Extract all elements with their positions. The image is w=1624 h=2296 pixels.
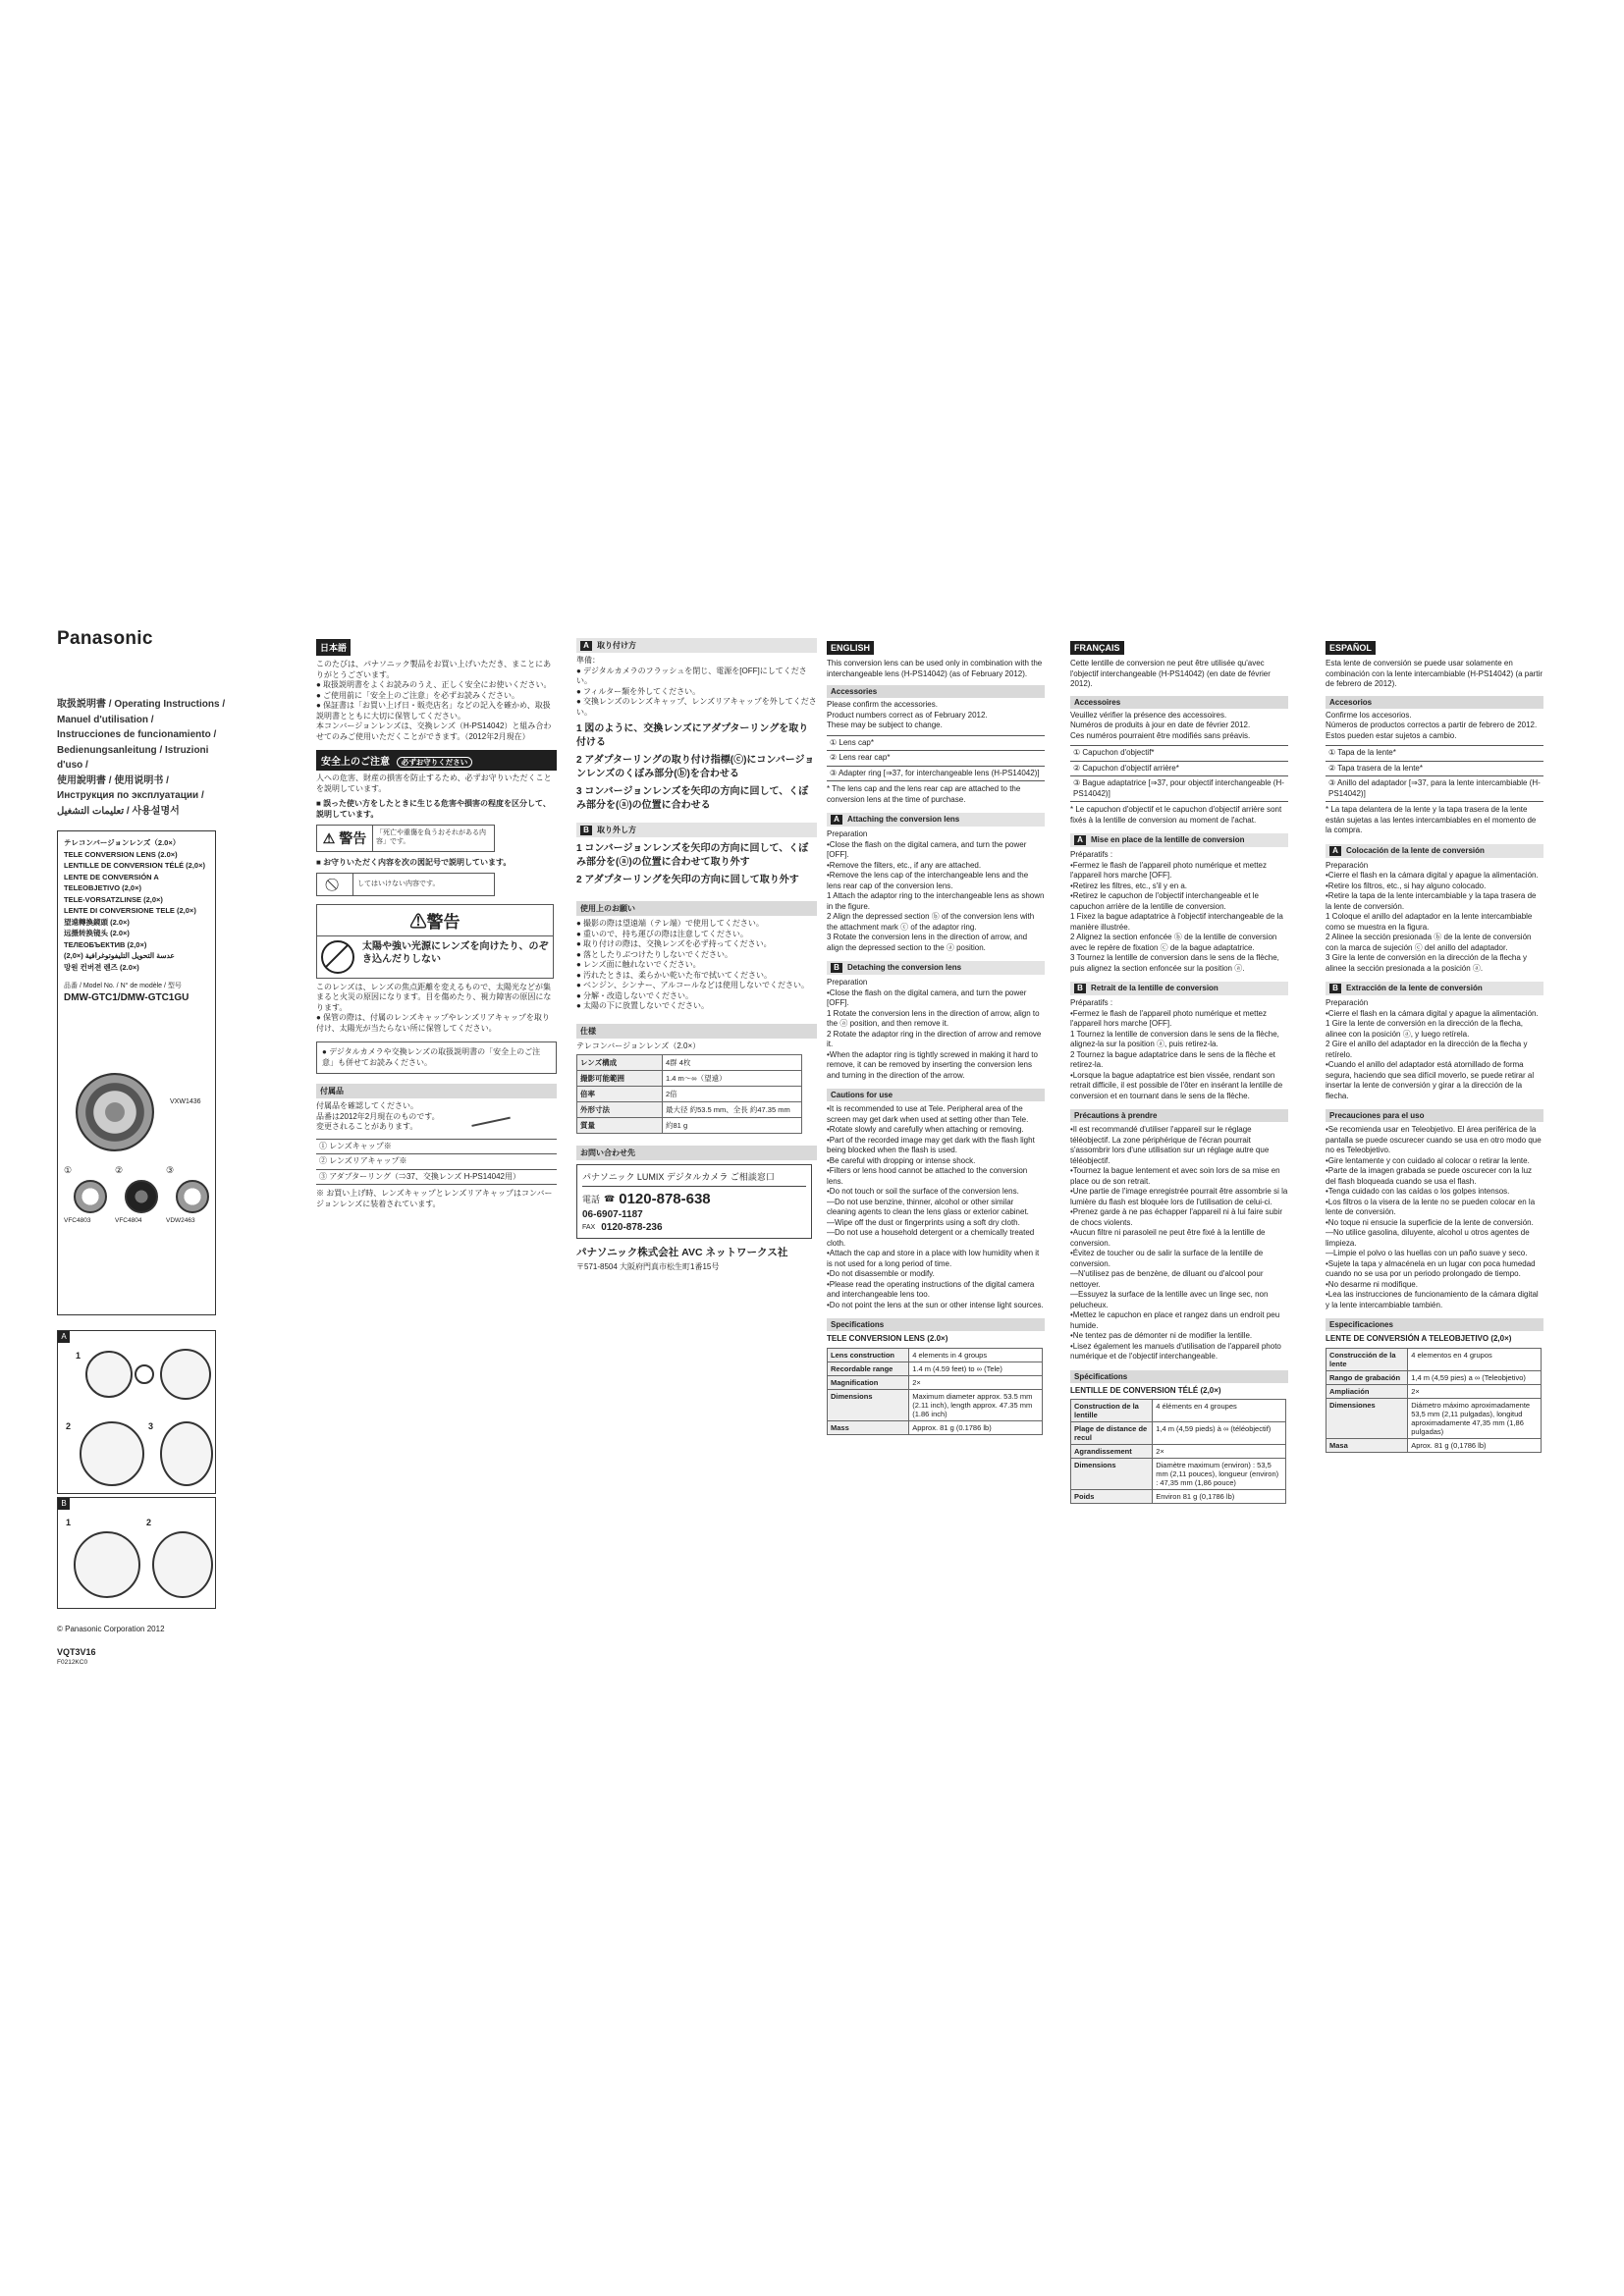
- spec-value: Diámetro máximo aproximadamente 53,5 mm (2,11 pulgadas), longitud aproximadamente 47,35 mm (1,86 pulgadas): [1408, 1398, 1542, 1438]
- spec-value: 1,4 m (4,59 pies) a ∞ (Teleobjetivo): [1408, 1370, 1542, 1384]
- warning-triangle-icon: ⚠: [322, 829, 336, 846]
- en-accessory-list: [827, 735, 1045, 782]
- figure-a-step-3: 3: [148, 1421, 154, 1431]
- spec-row: [1071, 1400, 1286, 1422]
- spec-label: 倍率: [577, 1087, 663, 1102]
- jp-attach-steps: [576, 722, 817, 813]
- product-name-line: ТЕЛЕОБЪЕКТИВ (2,0×): [64, 939, 147, 949]
- fr-caution-text: •Il est recommandé d'utiliser l'appareil sur le réglage téléobjectif. La zone périphérique de l'écran pourrait s'assombrir lors d'une utilisation sur un réglage autre que téléobjectif. •Tournez la bague lentement et avec soin lors de sa mise en place ou de son retrait. •Une partie de l'image enregistrée pourrait être assombrie si la lumière du flash est bloquée lors de l'utilisation de celui-ci. •Prenez garde à ne pas échapper l'appareil ni à lui faire subir de chocs violents. •Aucun filtre ni parasoleil ne peut être fixé à la lentille de conversion. •Évitez de toucher ou de salir la surface de la lentille de conversion. —N'utilisez pas de benzène, de diluant ou d'alcool pour nettoyer. —Essuyez la surface de la lentille avec un linge sec, non pelucheux. •Mettez le capuchon en place et rangez dans un endroit peu humide. •Ne tentez pas de démonter ni de modifier la lentille. •Lisez également les manuels d'utilisation de l'appareil photo numérique et de l'objectif interchangeable.: [1070, 1125, 1288, 1361]
- figure-b: [57, 1497, 216, 1609]
- spec-row: [828, 1348, 1043, 1362]
- french-column: [1070, 638, 1288, 1504]
- figure-a-label: A: [58, 1331, 70, 1343]
- accessory-icon: [74, 1180, 107, 1213]
- spec-value: 4群 4枚: [663, 1055, 802, 1071]
- figure-b-step-2: 2: [146, 1518, 152, 1527]
- lens-illustration: [85, 1351, 133, 1398]
- spec-row: [828, 1420, 1043, 1434]
- spec-row: [1326, 1384, 1542, 1398]
- product-box: [57, 830, 216, 1315]
- fr-accessory-list: [1070, 745, 1288, 802]
- spec-row: [577, 1055, 802, 1071]
- es-detach-text: Preparación •Cierre el flash en la cámara digital y apague la alimentación. 1 Gire la lente de conversión en la dirección de la flecha, alinee con la posición ⓐ, y luego retírela. 2 Gire el anillo del adaptador en la dirección de la flecha y retírelo. •Cuando el anillo del adaptador está atornillado de forma segura, haciendo que sea difícil moverlo, se puede retirar al insertar la lente de conversión y girar a la dirección de la flecha.: [1326, 998, 1539, 1100]
- spec-value: 1.4 m (4.59 feet) to ∞ (Tele): [909, 1362, 1043, 1375]
- jp-detach-steps: [576, 842, 817, 887]
- product-name-line: LENTILLE DE CONVERSION TÉLÉ (2,0×): [64, 861, 205, 870]
- spanish-header: ESPAÑOL: [1326, 641, 1376, 655]
- accessory-thumb-code: VDW2463: [166, 1217, 195, 1224]
- figure-a: [57, 1330, 216, 1494]
- spec-value: Approx. 81 g (0.1786 lb): [909, 1420, 1043, 1434]
- accessory-thumb-number: ②: [115, 1165, 124, 1175]
- phone-free-row: [582, 1191, 806, 1207]
- jp-detach-title-text: 取り外し方: [597, 826, 636, 834]
- accessory-item: ③ Anillo del adaptador [⇒37, para la lente intercambiable (H-PS14042)]: [1326, 776, 1543, 802]
- spec-value: 2×: [909, 1375, 1043, 1389]
- accessory-item: ③ アダプターリング（⇒37、交換レンズ H-PS14042用）: [316, 1170, 557, 1186]
- ring-illustration: [135, 1364, 154, 1384]
- fr-detach-title-text: Retrait de la lentille de conversion: [1091, 984, 1218, 992]
- spec-row: [828, 1362, 1043, 1375]
- jp-spec-product: テレコンバージョンレンズ（2.0×）: [576, 1041, 701, 1050]
- en-spec-product: TELE CONVERSION LENS (2.0×): [827, 1334, 948, 1343]
- phone-free-number: 0120-878-638: [619, 1191, 711, 1207]
- spec-label: Dimensions: [828, 1389, 909, 1420]
- lens-illustration: [160, 1421, 213, 1486]
- spec-value: 1,4 m (4,59 pieds) à ∞ (téléobjectif): [1153, 1422, 1286, 1445]
- en-intro: This conversion lens can be used only in combination with the interchangeable lens (H-PS14042) (as of February 2012).: [827, 659, 1043, 678]
- spec-label: Lens construction: [828, 1348, 909, 1362]
- accessory-item: ① Lens cap*: [827, 736, 1045, 752]
- safety-item-1: ■ 誤った使い方をしたときに生じる危害や損害の程度を区分して、説明しています。: [316, 799, 551, 819]
- product-name-line: 望遠轉換鏡頭 (2.0×): [64, 917, 130, 927]
- es-spec-product: LENTE DE CONVERSIÓN A TELEOBJETIVO (2,0×): [1326, 1334, 1512, 1343]
- spec-row: [1326, 1348, 1542, 1370]
- french-header: FRANÇAIS: [1070, 641, 1124, 655]
- spec-row: [1326, 1438, 1542, 1452]
- en-caution-text: •It is recommended to use at Tele. Peripheral area of the screen may get dark when used at setting other than Tele. •Rotate slowly and carefully when attaching or removing. •Part of the recorded image may get dark with the flash light being blocked when the flash is used. •Be careful with dropping or intense shock. •Filters or lens hood cannot be attached to the conversion lens. •Do not touch or soil the surface of the conversion lens. —Do not use benzine, thinner, alcohol or other similar cleaning agents to clean the lens glass or exterior cabinet. —Wipe off the dust or fingerprints using a soft dry cloth. —Do not use a household detergent or a chemically treated cloth. •Attach the cap and store in a place with low humidity when it is not used for a long period of time. •Do not disassemble or modify. •Please read the operating instructions of the digital camera and interchangeable lens too. •Do not point the lens at the sun or other intense light sources.: [827, 1104, 1044, 1309]
- phone-label: 電話: [582, 1195, 601, 1204]
- fr-intro: Cette lentille de conversion ne peut être utilisée qu'avec l'objectif interchangeable (H-PS14042) (en date de février 2012).: [1070, 659, 1271, 688]
- safety-title-bar: [316, 750, 557, 771]
- product-name-line: (2,0×) عدسة التحويل التليفوتوغرافية: [64, 951, 175, 960]
- jp-accessories-text: 付属品を確認してください。 品番は2012年2月現在のものです。 変更されることがあります。: [316, 1101, 440, 1131]
- fr-spec-title: Spécifications: [1070, 1370, 1288, 1383]
- spec-row: [1326, 1398, 1542, 1438]
- prohibit-legend: [316, 873, 495, 896]
- camera-safety-note: ● デジタルカメラや交換レンズの取扱説明書の「安全上のご注意」も併せてお読みください。: [316, 1041, 557, 1074]
- es-attach-text: Preparación •Cierre el flash en la cámara digital y apague la alimentación. •Retire los filtros, etc., si hay alguno colocado. •Retire la tapa de la lente intercambiable y la tapa trasera de la lente de conversión. 1 Coloque el anillo del adaptador en la lente intercambiable como se muestra en la figura. 2 Alinee la sección presionada ⓑ de la lente de conversión con la marca de sujeción ⓒ del anillo del adaptador. 3 Gire la lente de conversión en la dirección de la flecha y alinee la sección presionada a la posición ⓐ.: [1326, 860, 1539, 973]
- accessory-icon: [176, 1180, 209, 1213]
- accessory-item: ① Tapa de la lente*: [1326, 746, 1543, 762]
- figure-b-step-1: 1: [66, 1518, 72, 1527]
- prohibit-icon: [321, 940, 354, 974]
- en-acc-text: Please confirm the accessories. Product numbers correct as of February 2012. These may be subject to change.: [827, 700, 988, 729]
- fax-number: 0120-878-236: [601, 1222, 663, 1233]
- es-intro: Esta lente de conversión se puede usar solamente en combinación con la lente intercambiable (H-PS14042) (a partir de febrero de 2012).: [1326, 659, 1543, 688]
- jp-accessories-title: 付属品: [316, 1084, 557, 1098]
- product-name-line: LENTE DE CONVERSIÓN A TELEOBJETIVO (2,0×): [64, 872, 159, 892]
- step-item: 1 コンバージョンレンズを矢印の方向に回して、くぼみ部分を(ⓐ)の位置に合わせて取り外す: [576, 843, 809, 868]
- jp-caution-title: 使用上のお願い: [576, 901, 817, 916]
- en-detach-text: Preparation •Close the flash on the digital camera, and turn the power [OFF]. 1 Rotate the conversion lens in the direction of arrow, align to the ⓐ position, and then remove it. 2 Rotate the adaptor ring in the direction of arrow and remove it. •When the adaptor ring is tightly screwed in making it hard to remove, it can be removed by inserting the conversion lens and turning in the direction of the arrow.: [827, 978, 1042, 1080]
- spec-label: Dimensions: [1071, 1459, 1153, 1490]
- product-name-line: 망원 컨버젼 렌즈 (2.0×): [64, 962, 139, 972]
- product-name-list: [58, 831, 215, 973]
- lens-code: VXW1436: [170, 1098, 201, 1105]
- spec-value: 1.4 m〜∞（望遠）: [663, 1071, 802, 1087]
- jp-spec-title: 仕様: [576, 1024, 817, 1039]
- es-acc-title: Accesorios: [1326, 696, 1543, 709]
- warning-panel: [316, 904, 554, 979]
- safety-badge: 必ずお守りください: [397, 757, 473, 768]
- spec-label: Agrandissement: [1071, 1445, 1153, 1459]
- accessory-item: ① Capuchon d'objectif*: [1070, 746, 1288, 762]
- es-detach-title-text: Extracción de la lente de conversión: [1346, 984, 1483, 992]
- safety-item-1-text: 誤った使い方をしたときに生じる危害や損害の程度を区分して、説明しています。: [316, 799, 551, 819]
- en-spec-title: Specifications: [827, 1318, 1045, 1331]
- accessory-item: ③ Bague adaptatrice [⇒37, pour objectif interchangeable (H-PS14042)]: [1070, 776, 1288, 802]
- cover-title-line: Bedienungsanleitung / Istruzioni d'uso /: [57, 744, 209, 771]
- english-column: [827, 638, 1045, 1435]
- accessory-thumb-code: VFC4804: [115, 1217, 142, 1224]
- jp-attach-prep: 準備： ● デジタルカメラのフラッシュを閉じ、電源を[OFF]にしてください。 ● フィルター類を外してください。 ● 交換レンズのレンズキャップ、レンズリアキャップを外してください。: [576, 656, 817, 717]
- sun-warning-detail: このレンズは、レンズの焦点距離を変えるもので、太陽光などが集まると火災の原因になります。目を傷めたり、視力障害の原因になります。 ● 保管の際は、付属のレンズキャップやレンズリアキャップを取り付け、太陽光が当たらない所に保管してください。: [316, 982, 552, 1033]
- accessory-item: ② Tapa trasera de la lente*: [1326, 762, 1543, 777]
- spec-row: [577, 1102, 802, 1118]
- safety-intro: 人への危害、財産の損害を防止するため、必ずお守りいただくことを説明しています。: [316, 774, 552, 793]
- en-detach-title-text: Detaching the conversion lens: [847, 963, 962, 972]
- spec-label: Masa: [1326, 1438, 1408, 1452]
- accessory-icon: [125, 1180, 158, 1213]
- spec-row: [1071, 1490, 1286, 1504]
- spec-row: [1326, 1370, 1542, 1384]
- cover-title-line: Instrucciones de funcionamiento /: [57, 729, 217, 740]
- spec-label: Rango de grabación: [1326, 1370, 1408, 1384]
- spec-value: 最大径 約53.5 mm、全長 約47.35 mm: [663, 1102, 802, 1118]
- spec-value: Aprox. 81 g (0,1786 lb): [1408, 1438, 1542, 1452]
- panasonic-logo: Panasonic: [57, 628, 153, 649]
- spec-label: Ampliación: [1326, 1384, 1408, 1398]
- spec-label: Recordable range: [828, 1362, 909, 1375]
- jp-attach-title: A 取り付け方: [576, 638, 817, 653]
- es-spec-title: Especificaciones: [1326, 1318, 1543, 1331]
- fax-label: FAX: [582, 1224, 596, 1231]
- jp-detach-title: B 取り外し方: [576, 823, 817, 837]
- safety-item-2: ■ お守りいただく内容を次の図記号で説明しています。: [316, 858, 512, 867]
- fr-acc-text: Veuillez vérifier la présence des accessoires. Numéros de produits à jour en date de février 2012. Ces numéros pourraient être modifiés sans préavis.: [1070, 710, 1251, 740]
- company-address: 〒571-8504 大阪府門真市松生町1番15号: [576, 1262, 720, 1271]
- doc-subcode: F0212KC0: [57, 1659, 88, 1666]
- accessory-item: ① レンズキャップ※: [316, 1140, 557, 1155]
- japanese-column-1: [316, 638, 557, 1209]
- figure-a-step-1: 1: [76, 1351, 81, 1361]
- cover-title-line: تعليمات التشغيل / 사용설명서: [57, 805, 180, 817]
- spec-label: 外形寸法: [577, 1102, 663, 1118]
- cover-title-list: [57, 697, 234, 819]
- lens-illustration: [74, 1531, 140, 1598]
- product-name-line: LENTE DI CONVERSIONE TELE (2,0×): [64, 906, 196, 915]
- japanese-header: 日本語: [316, 639, 351, 656]
- spec-label: Construction de la lentille: [1071, 1400, 1153, 1422]
- accessory-thumb: [115, 1165, 162, 1224]
- freedial-icon: ☎: [604, 1194, 616, 1203]
- spec-value: 2×: [1408, 1384, 1542, 1398]
- es-acc-footnote: * La tapa delantera de la lente y la tapa trasera de la lente están sujetas a las lentes intercambiables en el momento de la compra.: [1326, 805, 1537, 834]
- jp-spec-table: [576, 1054, 802, 1134]
- figure-a-step-2: 2: [66, 1421, 72, 1431]
- spec-label: Construcción de la lente: [1326, 1348, 1408, 1370]
- fr-attach-title-text: Mise en place de la lentille de conversion: [1091, 835, 1245, 844]
- doc-code: VQT3V16: [57, 1647, 96, 1657]
- spec-label: 撮影可能範囲: [577, 1071, 663, 1087]
- conversion-lens-image: [76, 1073, 154, 1151]
- spec-row: [577, 1087, 802, 1102]
- cover-column: [57, 628, 234, 819]
- accessory-item: ② Capuchon d'objectif arrière*: [1070, 762, 1288, 777]
- accessory-item: ② レンズリアキャップ※: [316, 1154, 557, 1170]
- warning-legend-label: [317, 826, 373, 851]
- figure-b-label: B: [58, 1498, 70, 1510]
- en-attach-title-text: Attaching the conversion lens: [847, 815, 960, 824]
- accessory-thumb: [64, 1165, 111, 1224]
- lens-illustration: [80, 1421, 144, 1486]
- warning-legend: [316, 825, 495, 852]
- jp-accessories-row: [316, 1101, 557, 1133]
- es-attach-title: A Colocación de la lente de conversión: [1326, 844, 1543, 858]
- en-caution-title: Cautions for use: [827, 1089, 1045, 1101]
- model-number: DMW-GTC1/DMW-GTC1GU: [64, 992, 189, 1003]
- spec-row: [1071, 1422, 1286, 1445]
- spec-label: 質量: [577, 1118, 663, 1134]
- spec-label: Magnification: [828, 1375, 909, 1389]
- product-name-line: テレコンバージョンレンズ（2.0×）: [64, 838, 181, 847]
- en-attach-text: Preparation •Close the flash on the digital camera, and turn the power [OFF]. •Remove the filters, etc., if any are attached. •Remove the lens cap of the interchangeable lens and the lens rear cap of the conversion lens. 1 Attach the adaptor ring to the interchangeable lens as shown in the figure. 2 Align the depressed section ⓑ of the conversion lens with the attachment mark ⓒ of the adaptor ring. 3 Rotate the conversion lens in the direction of arrow, and align the depressed section to the ⓐ position.: [827, 829, 1045, 952]
- es-detach-title: B Extracción de la lente de conversión: [1326, 982, 1543, 995]
- en-acc-footnote: * The lens cap and the lens rear cap are attached to the conversion lens at the time of purchase.: [827, 784, 1021, 804]
- es-spec-table: [1326, 1348, 1542, 1453]
- spec-label: Poids: [1071, 1490, 1153, 1504]
- jp-attach-title-text: 取り付け方: [597, 641, 636, 650]
- spec-label: Dimensiones: [1326, 1398, 1408, 1438]
- en-acc-title: Accessories: [827, 685, 1045, 698]
- spec-label: Plage de distance de recul: [1071, 1422, 1153, 1445]
- cover-title-line: Инструкция по эксплуатации /: [57, 790, 204, 801]
- fr-spec-product: LENTILLE DE CONVERSION TÉLÉ (2,0×): [1070, 1385, 1221, 1395]
- spec-row: [1071, 1459, 1286, 1490]
- spec-row: [828, 1389, 1043, 1420]
- warning-label: 警告: [339, 830, 367, 846]
- es-caution-title: Precauciones para el uso: [1326, 1109, 1543, 1122]
- spec-value: 4 éléments en 4 groupes: [1153, 1400, 1286, 1422]
- cover-title-line: Manuel d'utilisation /: [57, 714, 154, 725]
- accessory-item: ③ Adapter ring [⇒37, for interchangeable lens (H-PS14042)]: [827, 767, 1045, 782]
- spec-value: 4 elementos en 4 grupos: [1408, 1348, 1542, 1370]
- safety-item-2-text: お守りいただく内容を次の図記号で説明しています。: [323, 858, 512, 867]
- spec-label: Mass: [828, 1420, 909, 1434]
- contact-center: パナソニック LUMIX デジタルカメラ ご相談窓口: [582, 1170, 806, 1187]
- fax-row: [582, 1222, 806, 1233]
- spec-value: 2倍: [663, 1087, 802, 1102]
- prohibit-desc: してはいけない内容です。: [357, 880, 440, 887]
- es-attach-title-text: Colocación de la lente de conversión: [1346, 845, 1485, 855]
- spec-value: Diamètre maximum (environ) : 53,5 mm (2,11 pouces), longueur (environ) : 47,35 mm (1,86 pouce): [1153, 1459, 1286, 1490]
- model-label: 品番 / Model No. / N° de modèle / 型号: [64, 983, 182, 989]
- accessory-thumb: [166, 1165, 213, 1224]
- fr-detach-title: B Retrait de la lentille de conversion: [1070, 982, 1288, 995]
- step-item: 1 図のように、交換レンズにアダプターリングを取り付ける: [576, 723, 809, 748]
- camera-safety-note-text: デジタルカメラや交換レンズの取扱説明書の「安全上のご注意」も併せてお読みください。: [322, 1047, 541, 1067]
- es-acc-text: Confirme los accesorios. Números de productos correctos a partir de febrero de 2012. Estos pueden estar sujetos a cambio.: [1326, 710, 1538, 740]
- warning-desc: 「死亡や重傷を負うおそれがある内容」です。: [375, 829, 486, 845]
- spec-value: Environ 81 g (0,1786 lb): [1153, 1490, 1286, 1504]
- jp-acc-footnote: ※ お買い上げ時、レンズキャップとレンズリアキャップはコンバージョンレンズに装着されています。: [316, 1189, 553, 1208]
- spec-label: レンズ構成: [577, 1055, 663, 1071]
- product-name-line: TELE-VORSATZLINSE (2,0×): [64, 894, 163, 904]
- safety-title: 安全上のご注意: [321, 757, 390, 768]
- jp-contact-title: お問い合わせ先: [576, 1146, 817, 1160]
- product-name-line: TELE CONVERSION LENS (2.0×): [64, 849, 178, 859]
- fr-spec-table: [1070, 1399, 1286, 1504]
- copyright: © Panasonic Corporation 2012: [57, 1625, 165, 1633]
- fr-caution-title: Précautions à prendre: [1070, 1109, 1288, 1122]
- contact-box: [576, 1164, 812, 1239]
- spanish-column: [1326, 638, 1543, 1453]
- en-spec-table: [827, 1348, 1043, 1435]
- spec-value: Maximum diameter approx. 53.5 mm (2.11 inch), length approx. 47.35 mm (1.86 inch): [909, 1389, 1043, 1420]
- spec-row: [828, 1375, 1043, 1389]
- fr-attach-text: Préparatifs : •Fermez le flash de l'appareil photo numérique et mettez l'appareil hors marche [OFF]. •Retirez les filtres, etc., s'il y en a. •Retirez le capuchon de l'objectif interchangeable et le capuchon arrière de la lentille de conversion. 1 Fixez la bague adaptatrice à l'objectif interchangeable de la manière illustrée. 2 Alignez la section enfoncée ⓑ de la lentille de conversion avec le repère de fixation ⓒ de la bague adaptatrice. 3 Tournez la lentille de conversion dans le sens de la flèche, puis alignez la section enfoncée sur la position ⓐ.: [1070, 850, 1283, 973]
- spec-row: [577, 1071, 802, 1087]
- sun-warning-text: 太陽や強い光源にレンズを向けたり、のぞき込んだりしない: [362, 940, 549, 965]
- jp-accessory-list: [316, 1139, 557, 1186]
- spec-value: 約81 g: [663, 1118, 802, 1134]
- en-detach-title: B Detaching the conversion lens: [827, 961, 1045, 975]
- sun-warning-row: [317, 936, 553, 978]
- pen-icon: [467, 1097, 511, 1127]
- lens-illustration: [152, 1531, 213, 1598]
- company-name: パナソニック株式会社 AVC ネットワークス社: [576, 1247, 788, 1258]
- warning-panel-title: ⚠警告: [317, 905, 553, 936]
- japanese-intro: このたびは、パナソニック製品をお買い上げいただき、まことにありがとうございます。 ● 取扱説明書をよくお読みのうえ、正しく安全にお使いください。 ● ご使用前に「安全上のご注意」を必ずお読みください。 ● 保証書は「お買い上げ日・販売店名」などの記入を確かめ、取扱説明書とともに大切に保管してください。 本コンバージョンレンズは、交換レンズ（H-PS14042）と組み合わせてのみご使用いただくことができます。（2012年2月現在）: [316, 660, 552, 741]
- spec-row: [577, 1118, 802, 1134]
- jp-caution-text: ● 撮影の際は望遠端（テレ端）で使用してください。 ● 重いので、持ち運びの際は注意してください。 ● 取り付けの際は、交換レンズを必ず持ってください。 ● 落としたりぶつけたりしないでください。 ● レンズ面に触れないでください。 ● 汚れたときは、柔らかい乾いた布で拭いてください。 ● ベンジン、シンナー、アルコールなどは使用しないでください。 ● 分解・改造しないでください。 ● 太陽の下に放置しないでください。: [576, 919, 810, 1010]
- cover-title-line: 取扱説明書 / Operating Instructions /: [57, 699, 226, 710]
- en-attach-title: A Attaching the conversion lens: [827, 813, 1045, 827]
- cover-title-line: 使用說明書 / 使用说明书 /: [57, 774, 169, 786]
- accessory-thumb-number: ③: [166, 1165, 175, 1175]
- fr-acc-title: Accessoires: [1070, 696, 1288, 709]
- fr-detach-text: Préparatifs : •Fermez le flash de l'appareil photo numérique et mettez l'appareil hors marche [OFF]. 1 Tournez la lentille de conversion dans le sens de la flèche, alignez-la sur la position ⓐ, puis retirez-la. 2 Tournez la bague adaptatrice dans le sens de la flèche et retirez-la. •Lorsque la bague adaptatrice est bien vissée, rendant son retrait difficile, il est possible de l'ôter en insérant la lentille de conversion et en tournant dans le sens de la flèche.: [1070, 998, 1283, 1100]
- es-caution-text: •Se recomienda usar en Teleobjetivo. El área periférica de la pantalla se puede oscurecer cuando se usa en otro modo que no es Teleobjetivo. •Gire lentamente y con cuidado al colocar o retirar la lente. •Parte de la imagen grabada se puede oscurecer con la luz del flash bloqueada cuando se usa el flash. •Tenga cuidado con las caídas o los golpes intensos. •Los filtros o la visera de la lente no se pueden colocar en la lente de conversión. •No toque ni ensucie la superficie de la lente de conversión. —No utilice gasolina, diluyente, alcohol u otros agentes de limpieza. —Limpie el polvo o las huellas con un paño suave y seco. •Sujete la tapa y almacénela en un lugar con poca humedad cuando no se usa por un periodo prolongado de tiempo. •No desarme ni modifique. •Lea las instrucciones de funcionamiento de la cámara digital y la lente intercambiable también.: [1326, 1125, 1542, 1309]
- prohibit-icon: [317, 874, 353, 895]
- step-item: 2 アダプターリングの取り付け指標(ⓒ)にコンバージョンレンズのくぼみ部分(ⓑ)を合わせる: [576, 755, 815, 779]
- fr-acc-footnote: * Le capuchon d'objectif et le capuchon d'objectif arrière sont fixés à la lentille de conversion au moment de l'achat.: [1070, 805, 1282, 825]
- spec-value: 4 elements in 4 groups: [909, 1348, 1043, 1362]
- step-item: 2 アダプターリングを矢印の方向に回して取り外す: [576, 875, 799, 885]
- es-accessory-list: [1326, 745, 1543, 802]
- spec-value: 2×: [1153, 1445, 1286, 1459]
- product-name-line: 远摄转换镜头 (2.0×): [64, 929, 130, 937]
- english-header: ENGLISH: [827, 641, 874, 655]
- accessory-thumb-code: VFC4803: [64, 1217, 91, 1224]
- step-item: 3 コンバージョンレンズを矢印の方向に回して、くぼみ部分を(ⓐ)の位置に合わせる: [576, 786, 809, 811]
- japanese-column-2: [576, 638, 817, 1272]
- phone-mobile-number: 06-6907-1187: [582, 1209, 643, 1220]
- spec-row: [1071, 1445, 1286, 1459]
- fr-attach-title: A Mise en place de la lentille de conversion: [1070, 833, 1288, 847]
- accessory-item: ② Lens rear cap*: [827, 751, 1045, 767]
- accessory-thumb-number: ①: [64, 1165, 73, 1175]
- lens-illustration: [160, 1349, 211, 1400]
